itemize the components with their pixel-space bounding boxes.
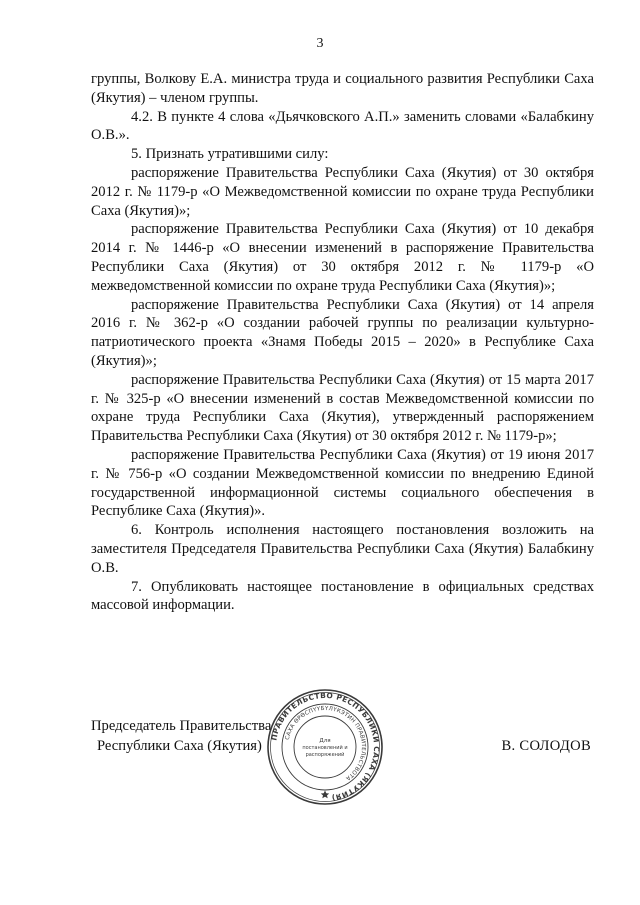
seal-outer-text: ПРАВИТЕЛЬСТВО РЕСПУБЛИКИ САХА (ЯКУТИЯ)	[269, 690, 382, 803]
signatory-name: В. СОЛОДОВ	[501, 738, 591, 754]
paragraph-repeal-2014: распоряжение Правительства Республики Саха (Якутия) от 10 декабря 2014 г. № 1446-р «О внесении изменений в распоряжение Правительства Республики Саха (Якутия) от 30 октября 2012 г. № 1179-р «О межведомственной комиссии по охране труда Республики Саха (Якутия)»;	[91, 221, 594, 294]
seal-star-icon	[321, 791, 329, 799]
seal-inner-text: САХА ӨРӨСПҮҮБҮЛҮКЭТИН ПРАВИТЕЛЬСТВОТА	[284, 705, 367, 782]
official-seal-icon	[265, 687, 385, 807]
signatory-title-line-1: Председатель Правительства	[91, 718, 272, 734]
paragraph-repeal-2017-june: распоряжение Правительства Республики Саха (Якутия) от 19 июня 2017 г. № 756-р «О создании Межведомственной комиссии по внедрению Единой государственной информационной системы социального обеспечения в Республике Саха (Якутия)».	[91, 446, 594, 520]
paragraph-repeal-2017-march: распоряжение Правительства Республики Саха (Якутия) от 15 марта 2017 г. № 325-р «О внесении изменений в состав Межведомственной комиссии по охране труда Республики Саха (Якутия), утвержденный распоряжением Правительства Республики Саха (Якутия) от 30 октября 2012 г. № 1179-р»;	[91, 371, 594, 445]
paragraph-item-6: 6. Контроль исполнения настоящего постановления возложить на заместителя Председателя Правительства Республики Саха (Якутия) Балабкину О.В.	[91, 522, 594, 576]
paragraph-repeal-2016: распоряжение Правительства Республики Саха (Якутия) от 14 апреля 2016 г. № 362-р «О создании рабочей группы по реализации культурно-патриотического проекта «Знамя Победы 2015 – 2020» в Республике Саха (Якутия)»;	[91, 296, 594, 369]
seal-center-line-2: постановлений и	[302, 745, 348, 751]
paragraph-repeal-2012: распоряжение Правительства Республики Саха (Якутия) от 30 октября 2012 г. № 1179-р «О Межведомственной комиссии по охране труда Республики Саха (Якутия)»;	[91, 164, 594, 219]
document-body	[91, 70, 594, 615]
signatory-title-line-2: Республики Саха (Якутия)	[97, 738, 262, 754]
paragraph-continuation: группы, Волкову Е.А. министра труда и социального развития Республики Саха (Якутия) – членом группы.	[91, 71, 594, 106]
paragraph-item-4-2: 4.2. В пункте 4 слова «Дьячковского А.П.» заменить словами «Балабкину О.В.».	[91, 108, 594, 144]
paragraph-item-5: 5. Признать утратившими силу:	[131, 146, 329, 163]
paragraph-item-7: 7. Опубликовать настоящее постановление в официальных средствах массовой информации.	[91, 578, 594, 614]
seal-center-line-1: Для	[319, 738, 331, 744]
page-number: 3	[316, 36, 324, 51]
seal-center-line-3: распоряжений	[305, 752, 345, 758]
